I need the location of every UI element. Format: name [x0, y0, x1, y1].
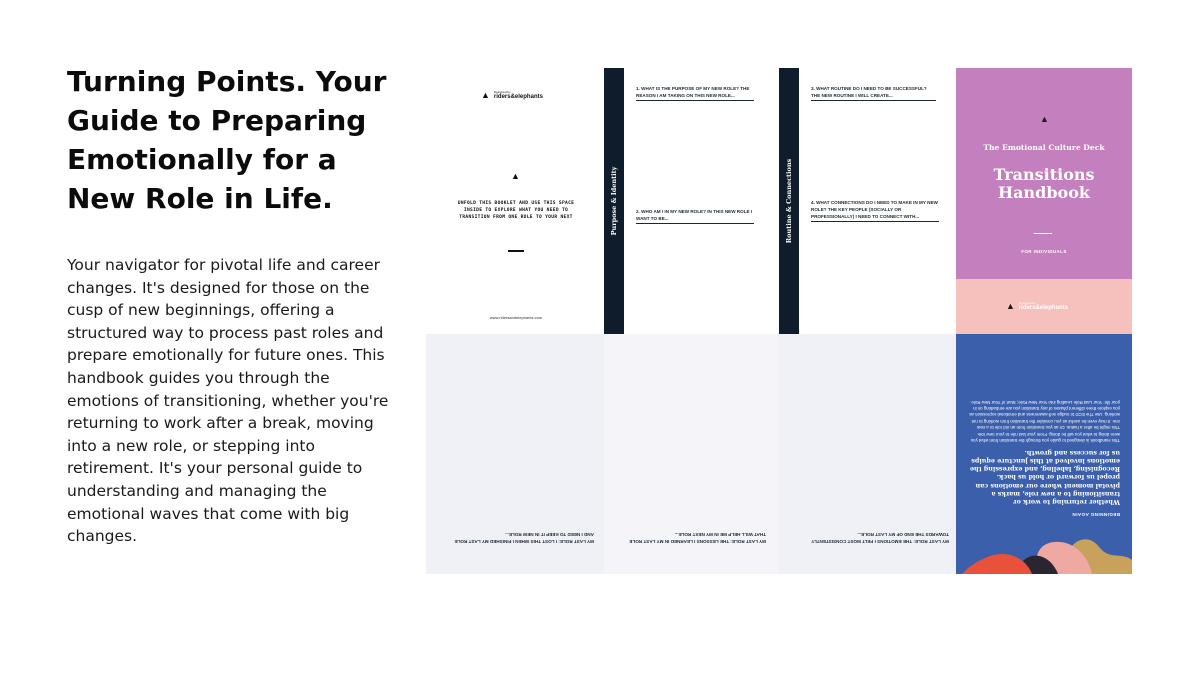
questions-panel-1	[624, 68, 779, 334]
elephant-icon: ▲	[511, 171, 520, 181]
reflection-panel-2	[604, 334, 779, 574]
question-1	[636, 85, 754, 101]
question-2	[636, 208, 754, 224]
spine-purpose-identity	[604, 68, 624, 334]
page-title: Turning Points. Your Guide to Preparing Emotionally for a New Role in Life.	[67, 65, 387, 215]
reflection-panel-3	[779, 334, 956, 574]
questions-panel-2	[799, 68, 956, 334]
question-4	[811, 199, 939, 222]
back-cover-label: BEGINNING AGAIN	[1072, 512, 1120, 517]
logo-small-text: Designed by	[493, 90, 511, 94]
back-cover-heading: Whether returning to work or transitioning to a new role, marks a pivotal moment where our emotions can propel us forward or hold us back. Recognising, labeling, and expressing the emotions involved at this juncture equips us for success and growth.	[969, 448, 1120, 506]
description: Your navigator for pivotal life and career changes. It's designed for those on the cusp of new beginnings, offering a structured way to process past roles and prepare emotionally for future ones. This handbook guides you through the emotions of transitioning, whether you're returning to work after a break, moving into a new role, or stepping into retirement. It's your personal guide to understanding and managing the emotional waves that come with big changes.	[67, 256, 389, 546]
back-cover	[956, 334, 1132, 574]
logo-brand-text: riders&elephants	[1018, 305, 1068, 311]
handbook-title: Transitions Handbook	[993, 165, 1095, 202]
spine-routine-connections	[779, 68, 799, 334]
elephant-icon: ▲	[481, 89, 490, 100]
deck-subtitle: The Emotional Culture Deck	[983, 143, 1105, 152]
question-text: 2. WHO AM I IN MY NEW ROLE? IN THIS NEW ROLE I WANT TO BE...	[636, 209, 753, 221]
reflection-question-1: MY LAST ROLE: I LOST THIS WHEN I FINISHED MY LAST ROLE AND I NEED TO KEEP IT IN NEW ROLE...	[454, 532, 594, 544]
website-url: www.ridersandelephants.com	[489, 315, 543, 320]
decorative-blobs	[956, 529, 1132, 574]
divider	[508, 250, 524, 252]
back-cover-content	[956, 334, 1132, 574]
brand-logo	[1006, 301, 1068, 311]
booklet-cover-panel	[426, 68, 604, 334]
brand-logo	[481, 90, 543, 100]
reflection-question-3: MY LAST ROLE: THE EMOTIONS I FELT MOST CONSISTENTLY TOWARDS THE END OF MY LAST ROLE...	[811, 532, 949, 544]
divider	[1034, 233, 1052, 234]
cover-footer-band	[956, 279, 1132, 334]
elephant-icon: ▲	[1006, 300, 1015, 311]
question-3	[811, 85, 936, 101]
reflection-question-2: MY LAST ROLE: THE LESSONS I LEARNED IN MY LAST ROLE THAT WILL HELP ME IN MY NEXT ROLE...	[629, 532, 766, 544]
unfold-instructions: UNFOLD THIS BOOKLET AND USE THIS SPACE INSIDE TO EXPLORE WHAT YOU NEED TO TRANSITION FROM ONE ROLE TO YOUR NEXT	[457, 201, 575, 220]
logo-brand-text: riders&elephants	[493, 94, 543, 100]
question-text: 3. WHAT ROUTINE DO I NEED TO BE SUCCESSFUL? THE NEW ROUTINE I WILL CREATE...	[811, 86, 927, 98]
handbook-cover	[956, 68, 1132, 279]
reflection-panel-1	[426, 334, 604, 574]
back-cover-body: This Handbook is designed to guide you through the transition from what you were doing to what you will be doing. From your last role to your new role. This might be after a hiatus. Or as you transition from an old role to a new one. It may even be useful as you consider the transition from working to not working. Use The ECD to nudge self-awareness and emotional expression as you explore three different phases of any transition you are embarking on in your life: Your Last Role Leading into Your New Role; Start of Your New Role.	[969, 399, 1120, 443]
audience-label: FOR INDIVIDUALS	[1021, 249, 1067, 254]
elephant-icon: ▲	[1040, 114, 1049, 124]
booklet-preview	[426, 68, 1132, 574]
logo-small-text: Designed by	[1018, 301, 1036, 305]
spine-label: Routine & Connections	[785, 158, 793, 244]
question-text: 1. WHAT IS THE PURPOSE OF MY NEW ROLE? THE REASON I AM TAKING ON THIS NEW ROLE...	[636, 86, 750, 98]
spine-label: Purpose & Identity	[610, 166, 618, 236]
question-text: 4. WHAT CONNECTIONS DO I NEED TO MAKE IN MY NEW ROLE? THE KEY PEOPLE (SOCIALLY OR PROFESSIONALLY) I NEED TO CONNECT WITH...	[811, 200, 938, 219]
